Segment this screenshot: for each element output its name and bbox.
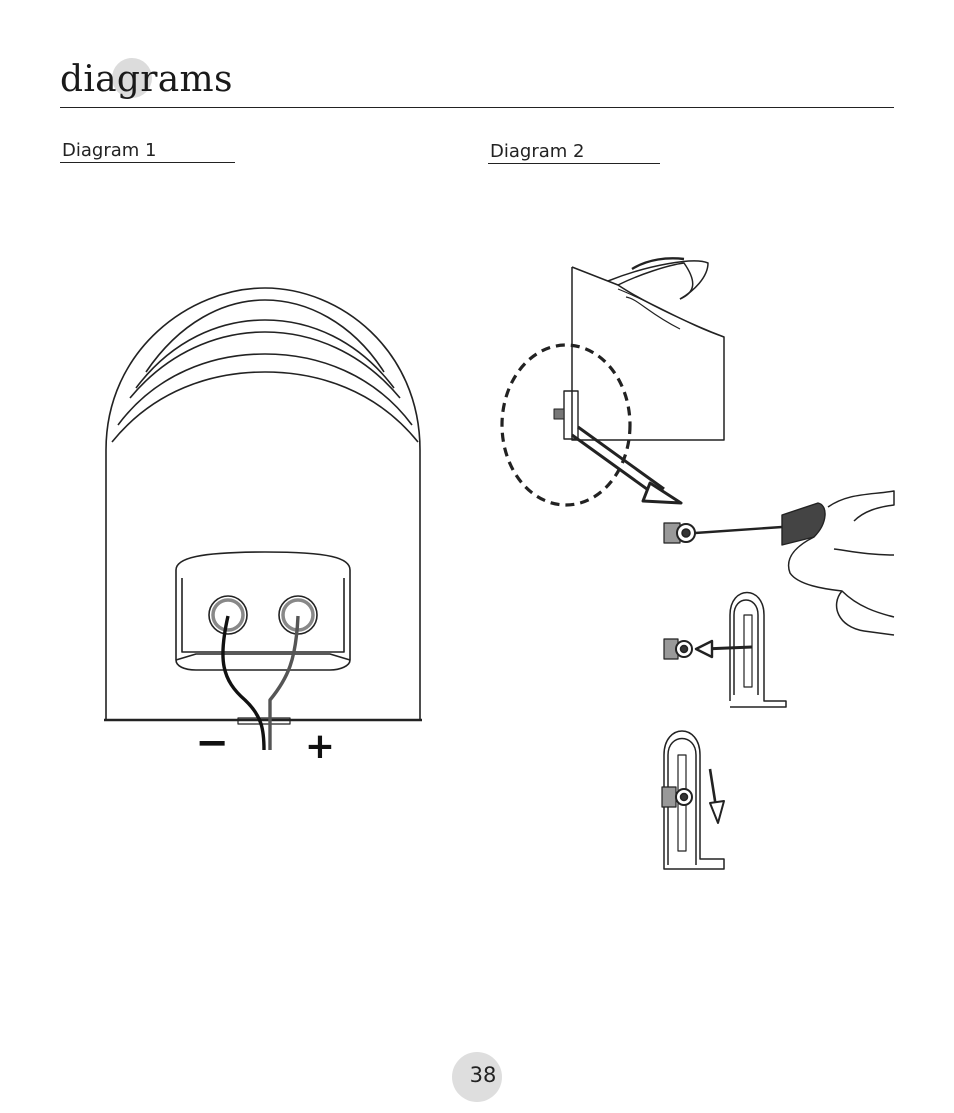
negative-polarity-label: − xyxy=(195,720,229,766)
title-divider xyxy=(60,107,894,108)
screwdriver-and-hand xyxy=(664,491,894,635)
diagram-1-caption: Diagram 1 xyxy=(60,140,235,163)
page-title: diagrams xyxy=(60,59,233,100)
positive-polarity-label: + xyxy=(304,726,336,767)
bracket-step-2 xyxy=(664,593,786,708)
speaker-side-view xyxy=(554,258,724,440)
diagram-1-speaker-rear-illustration xyxy=(100,280,430,770)
bracket-step-3 xyxy=(662,731,724,869)
page-number: 38 xyxy=(469,1063,497,1087)
diagram-2-caption: Diagram 2 xyxy=(488,141,660,164)
callout-arrow xyxy=(572,427,681,503)
detail-callout-circle xyxy=(502,345,630,505)
diagram-2-bracket-mounting-illustration xyxy=(498,255,898,875)
